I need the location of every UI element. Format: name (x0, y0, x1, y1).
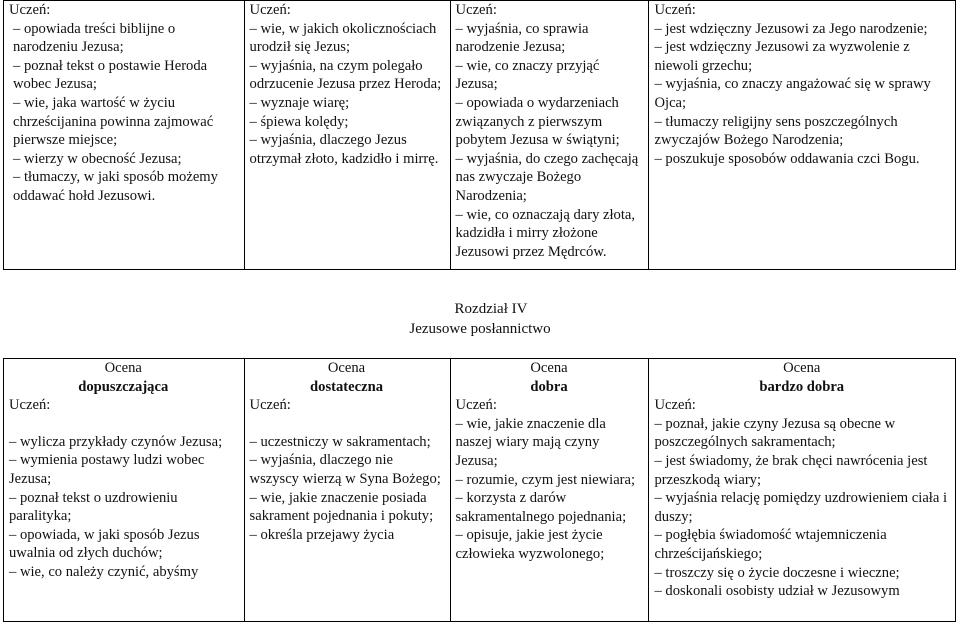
list-item: – określa przejawy życia (249, 526, 395, 543)
list-item: – poznał tekst o uzdrowieniu paralityka; (9, 489, 178, 525)
list-item: – wie, w jakich okolicznościach urodził się Jezus; (249, 20, 437, 56)
grade-name: bardzo dobra (759, 378, 845, 395)
list-item: – wie, co należy czynić, abyśmy (9, 563, 199, 580)
chapter-title: Jezusowe posłannictwo (409, 321, 551, 337)
list-item: – śpiewa kolędy; (249, 113, 349, 130)
list-item: – troszczy się o życie doczesne i wieczne; (654, 564, 900, 581)
list-item: – jest świadomy, że brak chęci nawrócenia jest przeszkodą wiary; (654, 452, 928, 488)
list-item: – wyjaśnia, co znaczy angażować się w sprawy Ojca; (654, 76, 931, 111)
bottom-col-1 (4, 359, 245, 622)
bottom-col-2 (244, 359, 450, 622)
grade-name: dopuszczająca (78, 378, 169, 395)
top-col-1 (4, 1, 245, 270)
col-header: Uczeń: (654, 397, 696, 414)
list-item: – pogłębia świadomość wtajemniczenia chrześcijańskiego; (654, 527, 887, 562)
list-item: – poznał tekst o postawie Heroda wobec Jezusa; (13, 57, 208, 93)
list-item: – opowiada treści biblijne o narodzeniu Jezusa; (13, 20, 176, 56)
list-item: – wie, jaka wartość w życiu chrześcijanina powinna zajmować pierwsze miejsce; (13, 94, 214, 149)
col-header: Uczeń: (249, 2, 291, 18)
col-header: Uczeń: (654, 2, 696, 18)
list-item: – wie, jakie znaczenie posiada sakrament pojednania i pokuty; (249, 489, 434, 525)
list-item: – wyjaśnia, do czego zachęcają nas zwyczaje Bożego Narodzenia; (455, 150, 639, 204)
top-col-4 (649, 1, 956, 270)
grade-label: Ocena (104, 360, 142, 376)
list-item: – wyjaśnia, dlaczego nie wszyscy wierzą w Syna Bożego; (249, 452, 441, 487)
bottom-col-3 (450, 359, 649, 622)
list-item: – jest wdzięczny Jezusowi za wyzwolenie z niewoli grzechu; (654, 39, 910, 74)
list-item: – wie, co oznaczają dary złota, kadzidła i mirry złożone Jezusowi przez Mędrców. (455, 206, 636, 260)
list-item: – jest wdzięczny Jezusowi za Jego narodzenie; (654, 20, 928, 37)
list-item: – uczestniczy w sakramentach; (249, 433, 431, 450)
top-col-2 (244, 1, 450, 270)
list-item: – korzysta z darów sakramentalnego pojednania; (455, 490, 627, 525)
list-item: – wie, co znaczy przyjąć Jezusa; (455, 57, 600, 93)
list-item: – poznał, jakie czyny Jezusa są obecne w poszczególnych sakramentach; (654, 415, 896, 451)
list-item: – wyjaśnia, co sprawia narodzenie Jezusa; (455, 20, 589, 56)
grade-label: Ocena (327, 360, 366, 376)
list-item: – opisuje, jakie jest życie człowieka wyzwolonego; (455, 527, 605, 562)
list-item: – opowiada, w jaki sposób Jezus uwalnia od złych duchów; (9, 526, 200, 562)
list-item: – wyjaśnia, dlaczego Jezus otrzymał złoto, kadzidło i mirrę. (249, 132, 439, 167)
col-header: Uczeń: (455, 397, 497, 414)
top-col-3 (450, 1, 649, 270)
list-item: – doskonali osobisty udział w Jezusowym (654, 583, 900, 600)
list-item: – wyznaje wiarę; (249, 94, 350, 111)
col-header: Uczeń: (455, 2, 497, 18)
list-item: – wie, jakie znaczenie dla naszej wiary mają czyny Jezusa; (455, 415, 606, 469)
grade-name: dostateczna (310, 378, 384, 395)
bottom-col-4 (649, 359, 956, 622)
list-item: – wylicza przykłady czynów Jezusa; (9, 433, 223, 450)
grade-label: Ocena (783, 360, 821, 376)
list-item: – opowiada o wydarzeniach związanych z pierwszym pobytem Jezusa w świątyni; (455, 94, 620, 149)
list-item: – tłumaczy, w jaki sposób możemy oddawać hołd Jezusowi. (13, 169, 218, 204)
list-item: – wyjaśnia, na czym polegało odrzucenie Jezusa przez Heroda; (249, 57, 442, 93)
list-item: – wyjaśnia relację pomiędzy uzdrowieniem ciała i duszy; (654, 490, 948, 525)
grade-name: dobra (530, 378, 568, 395)
col-header: Uczeń: (9, 397, 51, 414)
col-header: Uczeń: (249, 397, 291, 414)
top-grade-table (3, 0, 956, 270)
list-item: – poszukuje sposobów oddawania czci Bogu. (654, 150, 920, 167)
list-item: – wierzy w obecność Jezusa; (13, 150, 182, 167)
grade-label: Ocena (530, 360, 568, 376)
bottom-grade-table (3, 358, 956, 622)
col-header: Uczeń: (9, 2, 51, 18)
list-item: – wymienia postawy ludzi wobec Jezusa; (9, 452, 205, 487)
list-item: – rozumie, czym jest niewiara; (455, 471, 636, 488)
chapter-number: Rozdział IV (454, 301, 528, 317)
chapter-heading (0, 299, 960, 339)
list-item: – tłumaczy religijny sens poszczególnych zwyczajów Bożego Narodzenia; (654, 113, 898, 149)
